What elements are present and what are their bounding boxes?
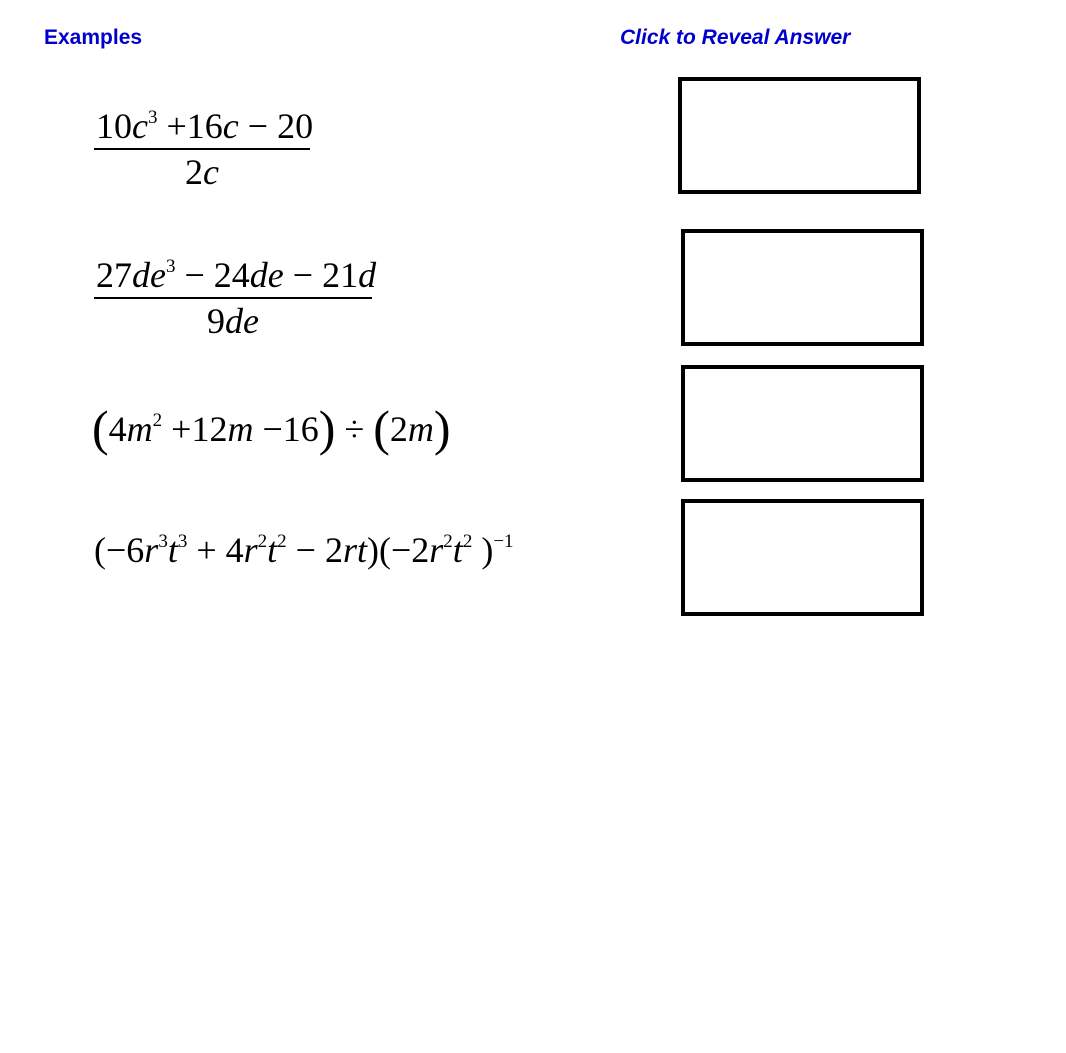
reveal-answer-heading[interactable]: Click to Reveal Answer [620, 26, 851, 49]
answer-box-2[interactable] [681, 229, 924, 346]
example-1-numerator: $10c^3 +16c - 20$ [96, 106, 314, 146]
example-4-expression: $(-6r^3t^3 + 4r^2t^2 - 2rt)(-2r^2t^2$ )$^{-1}$ [94, 530, 514, 570]
examples-heading: Examples [44, 26, 143, 49]
example-3-divisor-right-paren: ) [433, 400, 451, 456]
answer-box-1[interactable] [678, 77, 921, 194]
answer-box-3[interactable] [681, 365, 924, 482]
example-3-left-paren: ( [92, 400, 109, 456]
example-3-divisor-left-paren: ( [373, 400, 390, 456]
example-2-expression [94, 253, 377, 343]
example-1-denominator: 2c [185, 152, 219, 192]
example-1-expression [94, 104, 314, 194]
answer-box-4[interactable] [681, 499, 924, 616]
example-2-denominator: 9de [207, 301, 259, 341]
example-3-right-paren: ) [318, 400, 336, 456]
example-2-numerator: $27de^3 - 24de - 21d$ [96, 255, 377, 295]
example-3-expression: $(4m^2 +12m -16) \div (2m)$ [92, 400, 451, 456]
